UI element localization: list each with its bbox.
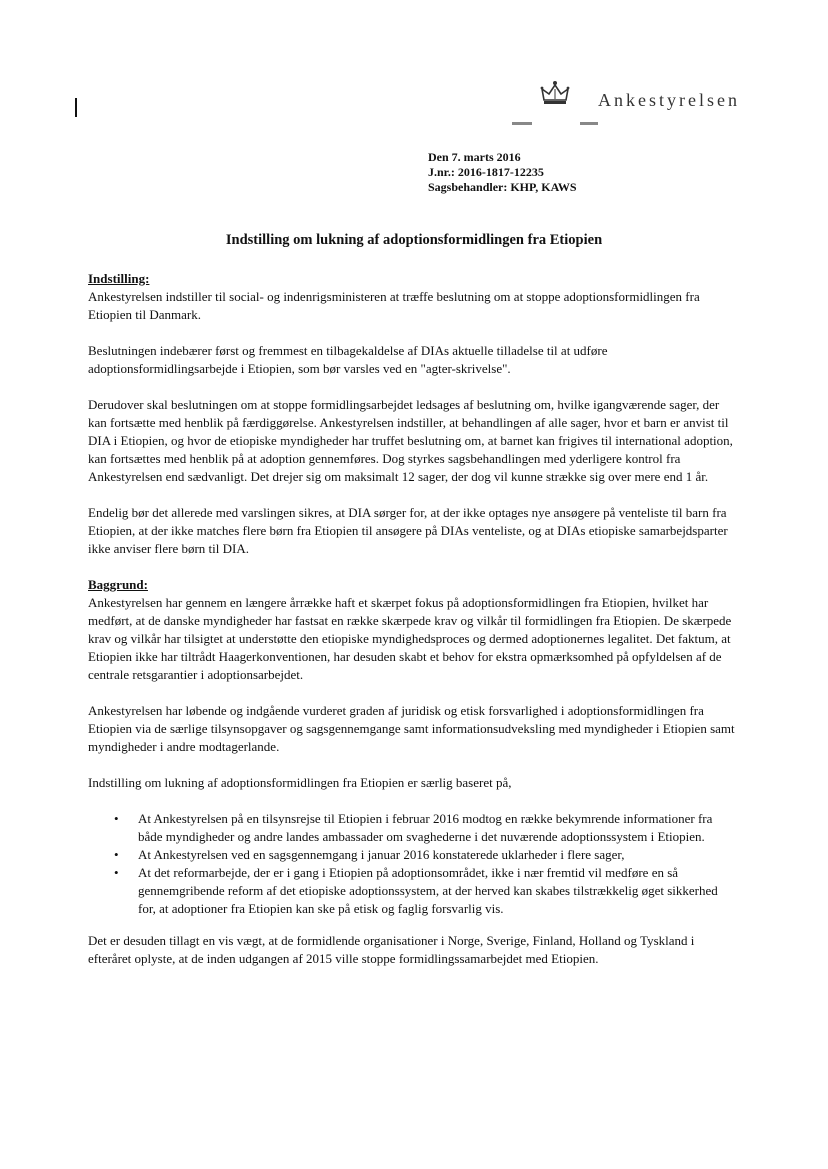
list-item: [114, 810, 738, 846]
bullet-icon: •: [114, 811, 119, 826]
journal-number: J.nr.: 2016-1817-12235: [428, 165, 544, 179]
list-item-text: At det reformarbejde, der er i gang i Etiopien på adoptionsområdet, ikke i nær fremtid vil medføre en så gennemgribende reform af det etiopiske adoptionssystem, at der herved kan skabes tilstrækkelig øget sikkerhed for, at adoptioner fra Etiopien kan ske på etisk og faglig forsvarlig vis.: [138, 865, 718, 916]
document-title: Indstilling om lukning af adoptionsformidlingen fra Etiopien: [225, 232, 603, 248]
list-item: [114, 846, 738, 864]
organization-name: Ankestyrelsen: [598, 90, 740, 110]
bullet-icon: •: [114, 865, 119, 880]
paragraph: Ankestyrelsen har løbende og indgående vurderet graden af juridisk og etisk forsvarlighed i adoptionsformidlingen fra Etiopien via de særlige tilsynsopgaver og sagsgennemgange samt informationsudveksling med myndigheder i Etiopien samt myndigheder i andre modtagerlande.: [88, 703, 735, 754]
section-heading-indstilling: Indstilling:: [88, 271, 150, 286]
crown-icon: [540, 80, 570, 108]
reasons-list: [88, 810, 738, 918]
list-item-text: At Ankestyrelsen ved en sagsgennemgang i januar 2016 konstaterede uklarheder i flere sager,: [138, 847, 625, 862]
document-date: Den 7. marts 2016: [428, 150, 521, 164]
document-body: [88, 270, 738, 986]
closing-paragraph: Det er desuden tillagt en vis vægt, at de formidlende organisationer i Norge, Sverige, Finland, Holland og Tyskland i efteråret oplyste, at de inden udgangen af 2015 ville stoppe formidlingssamarbejdet med Etiopien.: [88, 933, 695, 966]
paragraph: Ankestyrelsen har gennem en længere årrække haft et skærpet fokus på adoptionsformidlingen fra Etiopien, hvilket har medført, at de danske myndigheder har fastsat en række skærpede krav og vilkår til formidlingen fra Etiopien. De skærpede krav og vilkår har tilsigtet at understøtte den etiopiske myndighedsproces og dermed adoptionernes legalitet. Det faktum, at Etiopien ikke har tiltrådt Haagerkonventionen, har desuden skabt et behov for ekstra opmærksomhed på opfyldelsen af de centrale retsgarantier i adoptionsarbejdet.: [88, 595, 732, 682]
section-heading-baggrund: Baggrund:: [88, 577, 148, 592]
document-meta: [428, 150, 577, 195]
paragraph: Derudover skal beslutningen om at stoppe formidlingsarbejdet ledsages af beslutning om, hvilke igangværende sager, der kan fortsætte med henblik på færdiggørelse. Ankestyrelsen indstiller, at behandlingen af alle sager, hvor et barn er anvist til DIA i Etiopien, og hvor de etiopiske myndigheder har truffet beslutning om, at barnet kan frigives til international adoption, kan fortsættes med henblik på at adoption gennemføres. Dog styrkes sagsbehandlingen med yderligere kontrol fra Ankestyrelsen end sædvanligt. Det drejer sig om maksimalt 12 sager, der dog vil kunne strække sig over mere end 1 år.: [88, 397, 733, 484]
paragraph: Endelig bør det allerede med varslingen sikres, at DIA sørger for, at der ikke optages nye ansøgere på venteliste til barn fra Etiopien, at der ikke matches flere børn fra Etiopien til ansøgere på DIAs venteliste, og at DIAs etiopiske samarbejdsparter ikke anviser flere børn til DIA.: [88, 505, 728, 556]
paragraph: Ankestyrelsen indstiller til social- og indenrigsministeren at træffe beslutning om at stoppe adoptionsformidlingen fra Etiopien til Danmark.: [88, 289, 700, 322]
list-item: [114, 864, 738, 918]
organization-logo: [540, 80, 780, 110]
bullet-icon: •: [114, 847, 119, 862]
margin-mark: [75, 98, 77, 117]
list-item-text: At Ankestyrelsen på en tilsynsrejse til Etiopien i februar 2016 modtog en række bekymrende informationer fra både myndigheder og andre landes ambassader om svaghederne i det nuværende adoptionssystem i Etiopien.: [138, 811, 713, 844]
case-handler: Sagsbehandler: KHP, KAWS: [428, 180, 577, 194]
paragraph: Beslutningen indebærer først og fremmest en tilbagekaldelse af DIAs aktuelle tilladelse til at udføre adoptionsformidlingsarbejde i Etiopien, som bør varsles ved en "agter-skrivelse".: [88, 343, 608, 376]
paragraph: Indstilling om lukning af adoptionsformidlingen fra Etiopien er særlig baseret på,: [88, 775, 512, 790]
header-rule-left: [512, 122, 532, 125]
header-rule-right: [580, 122, 598, 125]
